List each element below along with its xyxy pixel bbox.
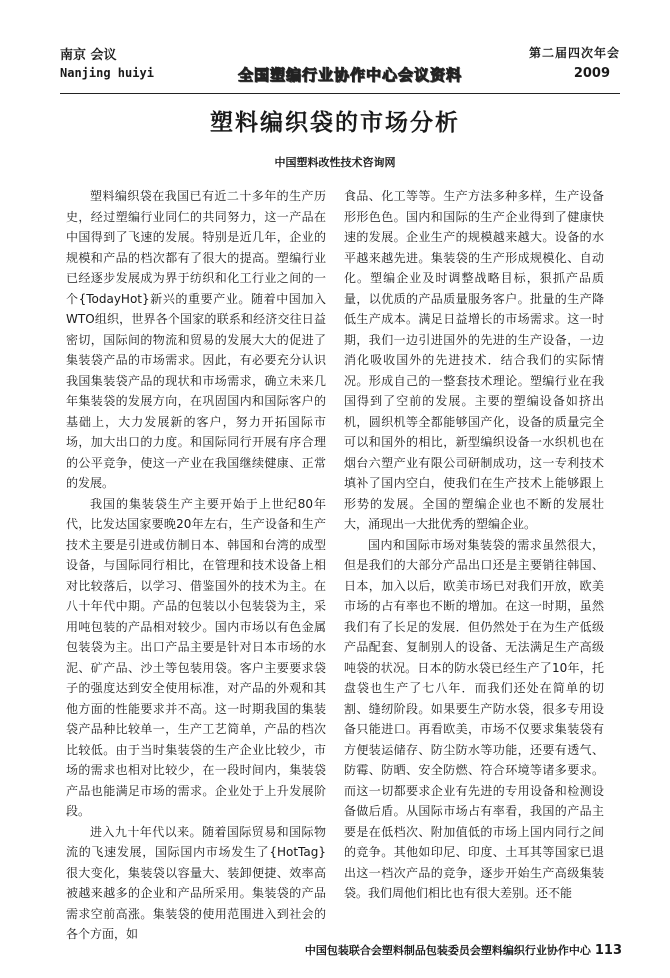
page-number: 113 [594,943,622,958]
page-header [60,44,620,92]
footer-organization: 中国包装联合会塑料制品包装委员会塑料编织行业协作中心 [304,944,591,957]
header-meeting-session: 第二届四次年会 [528,46,620,60]
right-column [344,186,604,904]
header-rule [60,93,620,94]
header-year: 2009 [573,66,610,81]
paragraph: 食品、化工等等。生产方法多种多样，生产设备形形色色。国内和国际的生产企业得到了健康快速的发展。企业生产的规模越来越大。设备的水平越来越先进。集装袋的生产形成规模化、自动化。塑编企业及时调整战略目标，狠抓产品质量，以优质的产品质量服务客户。批量的生产降低生产成本。满足日益增长的市场需求。这一时期，我们一边引进国外的先进的生产设备，一边消化吸收国外的先进技术．结合我们的实际情况。形成自己的一整套技术理论。塑编行业在我国得到了空前的发展。主要的塑编设备如挤出机，圆织机等全都能够国产化，设备的质量完全可以和国外的相比，新型编织设备一水织机也在烟台六塑产业有限公司研制成功，这一专利技术填补了国内空白，使我们在生产技术上能够跟上形势的发展。全国的塑编企业也不断的发展壮大，涌现出一大批优秀的塑编企业。 [344,189,604,531]
article-author: 中国塑料改性技术咨询网 [274,156,396,169]
left-column [66,186,326,945]
header-publication-title: 全国塑编行业协作中心会议资料 [237,66,462,84]
paragraph: 我国的集装袋生产主要开始于上世纪80年代，比发达国家要晚20年左右，生产设备和生产技术主要是引进或仿制日本、韩国和台湾的成型设备，与国际同行相比，在管理和技术设备上相对比较落后，以学习、借鉴国外的技术为主。在八十年代中期。产品的包装以小包装袋为主，采用吨包装的产品相对较少。国内市场以有色金属包装袋为主。出口产品主要是针对日本市场的水泥、矿产品、沙土等包装用袋。客户主要要求袋子的强度达到安全使用标准，对产品的外观和其他方面的性能要求并不高。这一时期我国的集装袋产品种比较单一，生产工艺简单，产品的档次比较低。由于当时集装袋的生产企业比较少，市场的需求也相对比较少，在一段时间内，集装袋产品也能满足市场的需求。企业处于上升发展阶段。 [66,496,326,818]
paragraph: 塑料编织袋在我国已有近二十多年的生产历史，经过塑编行业同仁的共同努力，这一产品在中国得到了飞速的发展。特别是近几年，企业的规模和产品的档次都有了很大的提高。塑编行业已经逐步发展成为界于纺织和化工行业之间的一个{TodayHot}新兴的重要产业。随着中国加入WTO组织，世界各个国家的联系和经济交往日益密切，国际间的物流和贸易的发展大大的促进了集装袋产品的市场需求。因此，有必要充分认识我国集装袋产品的现状和市场需求，确立未来几年集装袋的发展方向，在巩固国内和国际客户的基础上，大力发展新的客户，努力开拓国际市场，加大出口的力度。和国际同行开展有序合理的公平竞争，使这一产业在我国继续健康、正常的发展。 [66,189,326,490]
article-title: 塑料编织袋的市场分析 [210,109,460,136]
paragraph: 进入九十年代以来。随着国际贸易和国际物流的飞速发展，国际国内市场发生了{HotTag}很大变化，集装袋以容量大、装卸便捷、效率高被越来越多的企业和产品所采用。集装袋的产品需求空前高涨。集装袋的使用范围进入到社会的各个方面，如 [66,824,326,941]
header-location: 南京 会议 [60,48,117,63]
page-footer [305,942,622,958]
paragraph: 国内和国际市场对集装袋的需求虽然很大，但是我们的大部分产品出口还是主要销往韩国、日本，加入以后，欧美市场已对我们开放，欧美市场的占有率也不断的增加。在这一时期，虽然我们有了长足的发展．但仍然处于在为生产低级产品配套、复制别人的设备、无法满足生产高级吨袋的状况。日本的防水袋已经生产了10年，托盘袋也生产了七八年．而我们还处在简单的切割、缝纫阶段。如果要生产防水袋，很多专用设备只能进口。再看欧美，市场不仅要求集装袋有方便装运储存、防尘防水等功能，还要有透气、防霉、防晒、安全防燃、符合环境等诸多要求。而这一切都要求企业有先进的专用设备和检测设备做后盾。从国际市场占有率看，我国的产品主要是在低档次、附加值低的市场上国内同行之间的竞争。其他如印尼、印度、土耳其等国家已退出这一档次产品的竞争，逐步开始生产高级集装袋。我们周他们相比也有很大差别。还不能 [344,537,604,900]
header-location-pinyin: Nanjing huiyi [60,66,154,80]
